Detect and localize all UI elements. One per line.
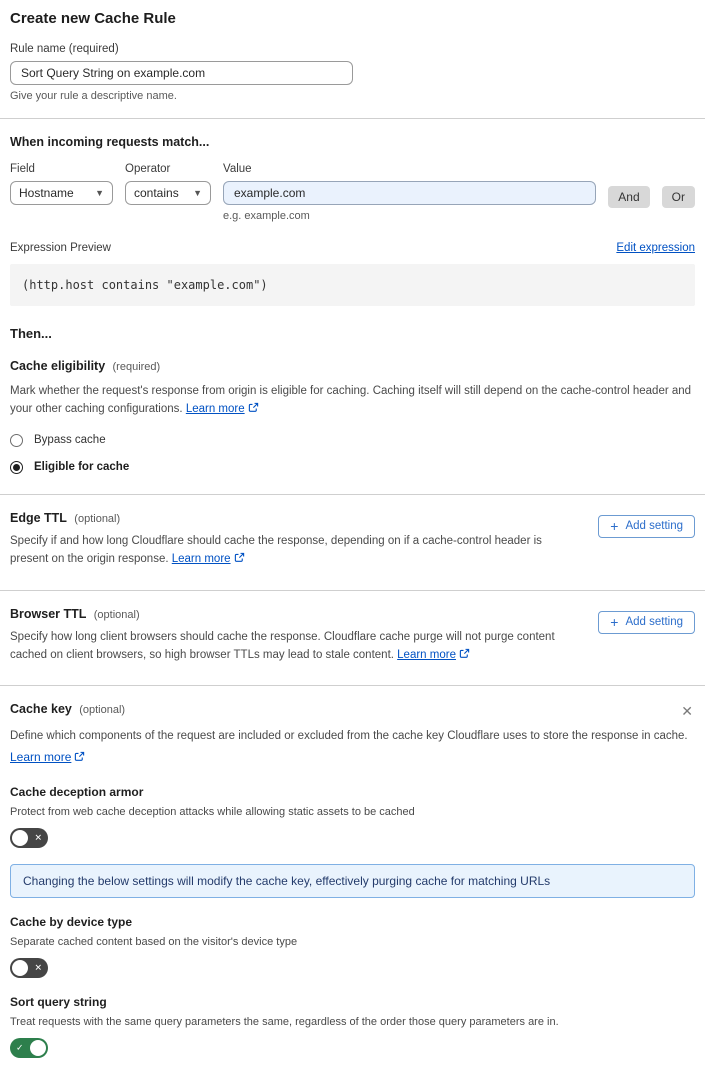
toggle-knob	[12, 960, 28, 976]
cache-key-heading: Cache key	[10, 702, 72, 717]
then-heading: Then...	[10, 326, 52, 341]
value-helper: e.g. example.com	[223, 210, 310, 222]
radio-label: Eligible for cache	[34, 461, 130, 474]
value-label: Value	[223, 163, 252, 175]
browser-ttl-heading: Browser TTL	[10, 606, 87, 621]
toggle-state-icon: ✕	[34, 962, 42, 973]
plus-icon: +	[610, 614, 619, 631]
toggle-knob	[12, 830, 28, 846]
operator-label: Operator	[125, 163, 171, 175]
cache-eligibility-description: Mark whether the request's response from origin is eligible for caching. Caching itself will still depend on the cache-control header and your other caching configurations. Learn more	[10, 382, 695, 420]
rule-name-label: Rule name (required)	[10, 43, 119, 55]
cache-deception-armor-heading: Cache deception armor	[10, 784, 144, 799]
divider	[0, 685, 705, 686]
expression-preview-label: Expression Preview	[10, 242, 111, 254]
value-input[interactable]	[223, 181, 596, 205]
and-button[interactable]: And	[608, 186, 649, 208]
divider	[0, 494, 705, 495]
divider	[0, 118, 705, 119]
rule-name-input[interactable]	[10, 61, 353, 85]
operator-select-value: contains	[134, 186, 179, 200]
match-builder-row	[10, 163, 695, 222]
chevron-down-icon: ▼	[95, 188, 104, 198]
cache-by-device-type-description: Separate cached content based on the visitor's device type	[10, 935, 298, 948]
expression-preview-header	[10, 242, 695, 254]
edge-ttl-add-setting-button[interactable]: + Add setting	[598, 515, 695, 538]
edge-ttl-heading: Edge TTL	[10, 510, 67, 525]
cache-deception-armor-toggle[interactable]	[10, 828, 48, 848]
browser-ttl-add-setting-button[interactable]: + Add setting	[598, 611, 695, 634]
external-link-icon	[74, 751, 85, 765]
learn-more-link[interactable]: Learn more	[10, 750, 85, 764]
cache-by-device-type-toggle[interactable]	[10, 958, 48, 978]
optional-badge: (optional)	[93, 608, 140, 621]
radio-icon	[10, 461, 23, 474]
field-label: Field	[10, 163, 35, 175]
optional-badge: (optional)	[74, 512, 121, 525]
sort-query-string-heading: Sort query string	[10, 994, 107, 1009]
radio-bypass-cache[interactable]	[10, 434, 695, 447]
plus-icon: +	[610, 518, 619, 535]
divider	[0, 590, 705, 591]
browser-ttl-section	[10, 607, 695, 666]
field-select-value: Hostname	[19, 186, 74, 200]
cache-key-warning-banner: Changing the below settings will modify the cache key, effectively purging cache for matching URLs	[10, 864, 695, 898]
cache-eligibility-heading: Cache eligibility	[10, 359, 106, 373]
match-heading: When incoming requests match...	[10, 135, 210, 149]
cache-eligibility-section	[10, 359, 695, 474]
edge-ttl-section	[10, 511, 695, 570]
chevron-down-icon: ▼	[193, 188, 202, 198]
close-icon[interactable]: ✕	[681, 703, 693, 720]
learn-more-link[interactable]: Learn more	[186, 403, 259, 415]
cache-by-device-type-heading: Cache by device type	[10, 914, 133, 929]
external-link-icon	[248, 401, 259, 419]
radio-icon	[10, 434, 23, 447]
field-select[interactable]	[10, 181, 113, 205]
optional-badge: (optional)	[79, 704, 126, 717]
learn-more-link[interactable]: Learn more	[172, 553, 245, 565]
toggle-knob	[30, 1040, 46, 1056]
external-link-icon	[459, 647, 470, 665]
expression-code: (http.host contains "example.com")	[10, 264, 695, 306]
operator-select[interactable]	[125, 181, 211, 205]
external-link-icon	[234, 551, 245, 569]
learn-more-link[interactable]: Learn more	[397, 649, 470, 661]
edit-expression-link[interactable]: Edit expression	[616, 242, 695, 254]
rule-name-helper: Give your rule a descriptive name.	[10, 90, 177, 102]
cache-key-section	[10, 702, 695, 1057]
edge-ttl-description: Specify if and how long Cloudflare should cache the response, depending on if a cache-control header is present on the origin response. Learn more	[10, 532, 575, 570]
or-button[interactable]: Or	[662, 186, 695, 208]
sort-query-string-description: Treat requests with the same query parameters the same, regardless of the order those query parameters are in.	[10, 1015, 559, 1028]
required-badge: (required)	[112, 361, 161, 373]
toggle-state-icon: ✓	[16, 1042, 24, 1053]
sort-query-string-toggle[interactable]	[10, 1038, 48, 1058]
radio-eligible-for-cache[interactable]	[10, 461, 695, 474]
browser-ttl-description: Specify how long client browsers should cache the response. Cloudflare cache purge will not purge content cached on client browsers, so high browser TTLs may lead to stale content. Learn more	[10, 628, 575, 666]
toggle-state-icon: ✕	[34, 832, 42, 843]
cache-key-description: Define which components of the request are included or excluded from the cache key Cloudflare uses to store the response in cache.	[10, 730, 688, 743]
page-title: Create new Cache Rule	[10, 10, 176, 27]
cache-deception-armor-description: Protect from web cache deception attacks while allowing static assets to be cached	[10, 805, 415, 818]
radio-label: Bypass cache	[34, 434, 106, 447]
